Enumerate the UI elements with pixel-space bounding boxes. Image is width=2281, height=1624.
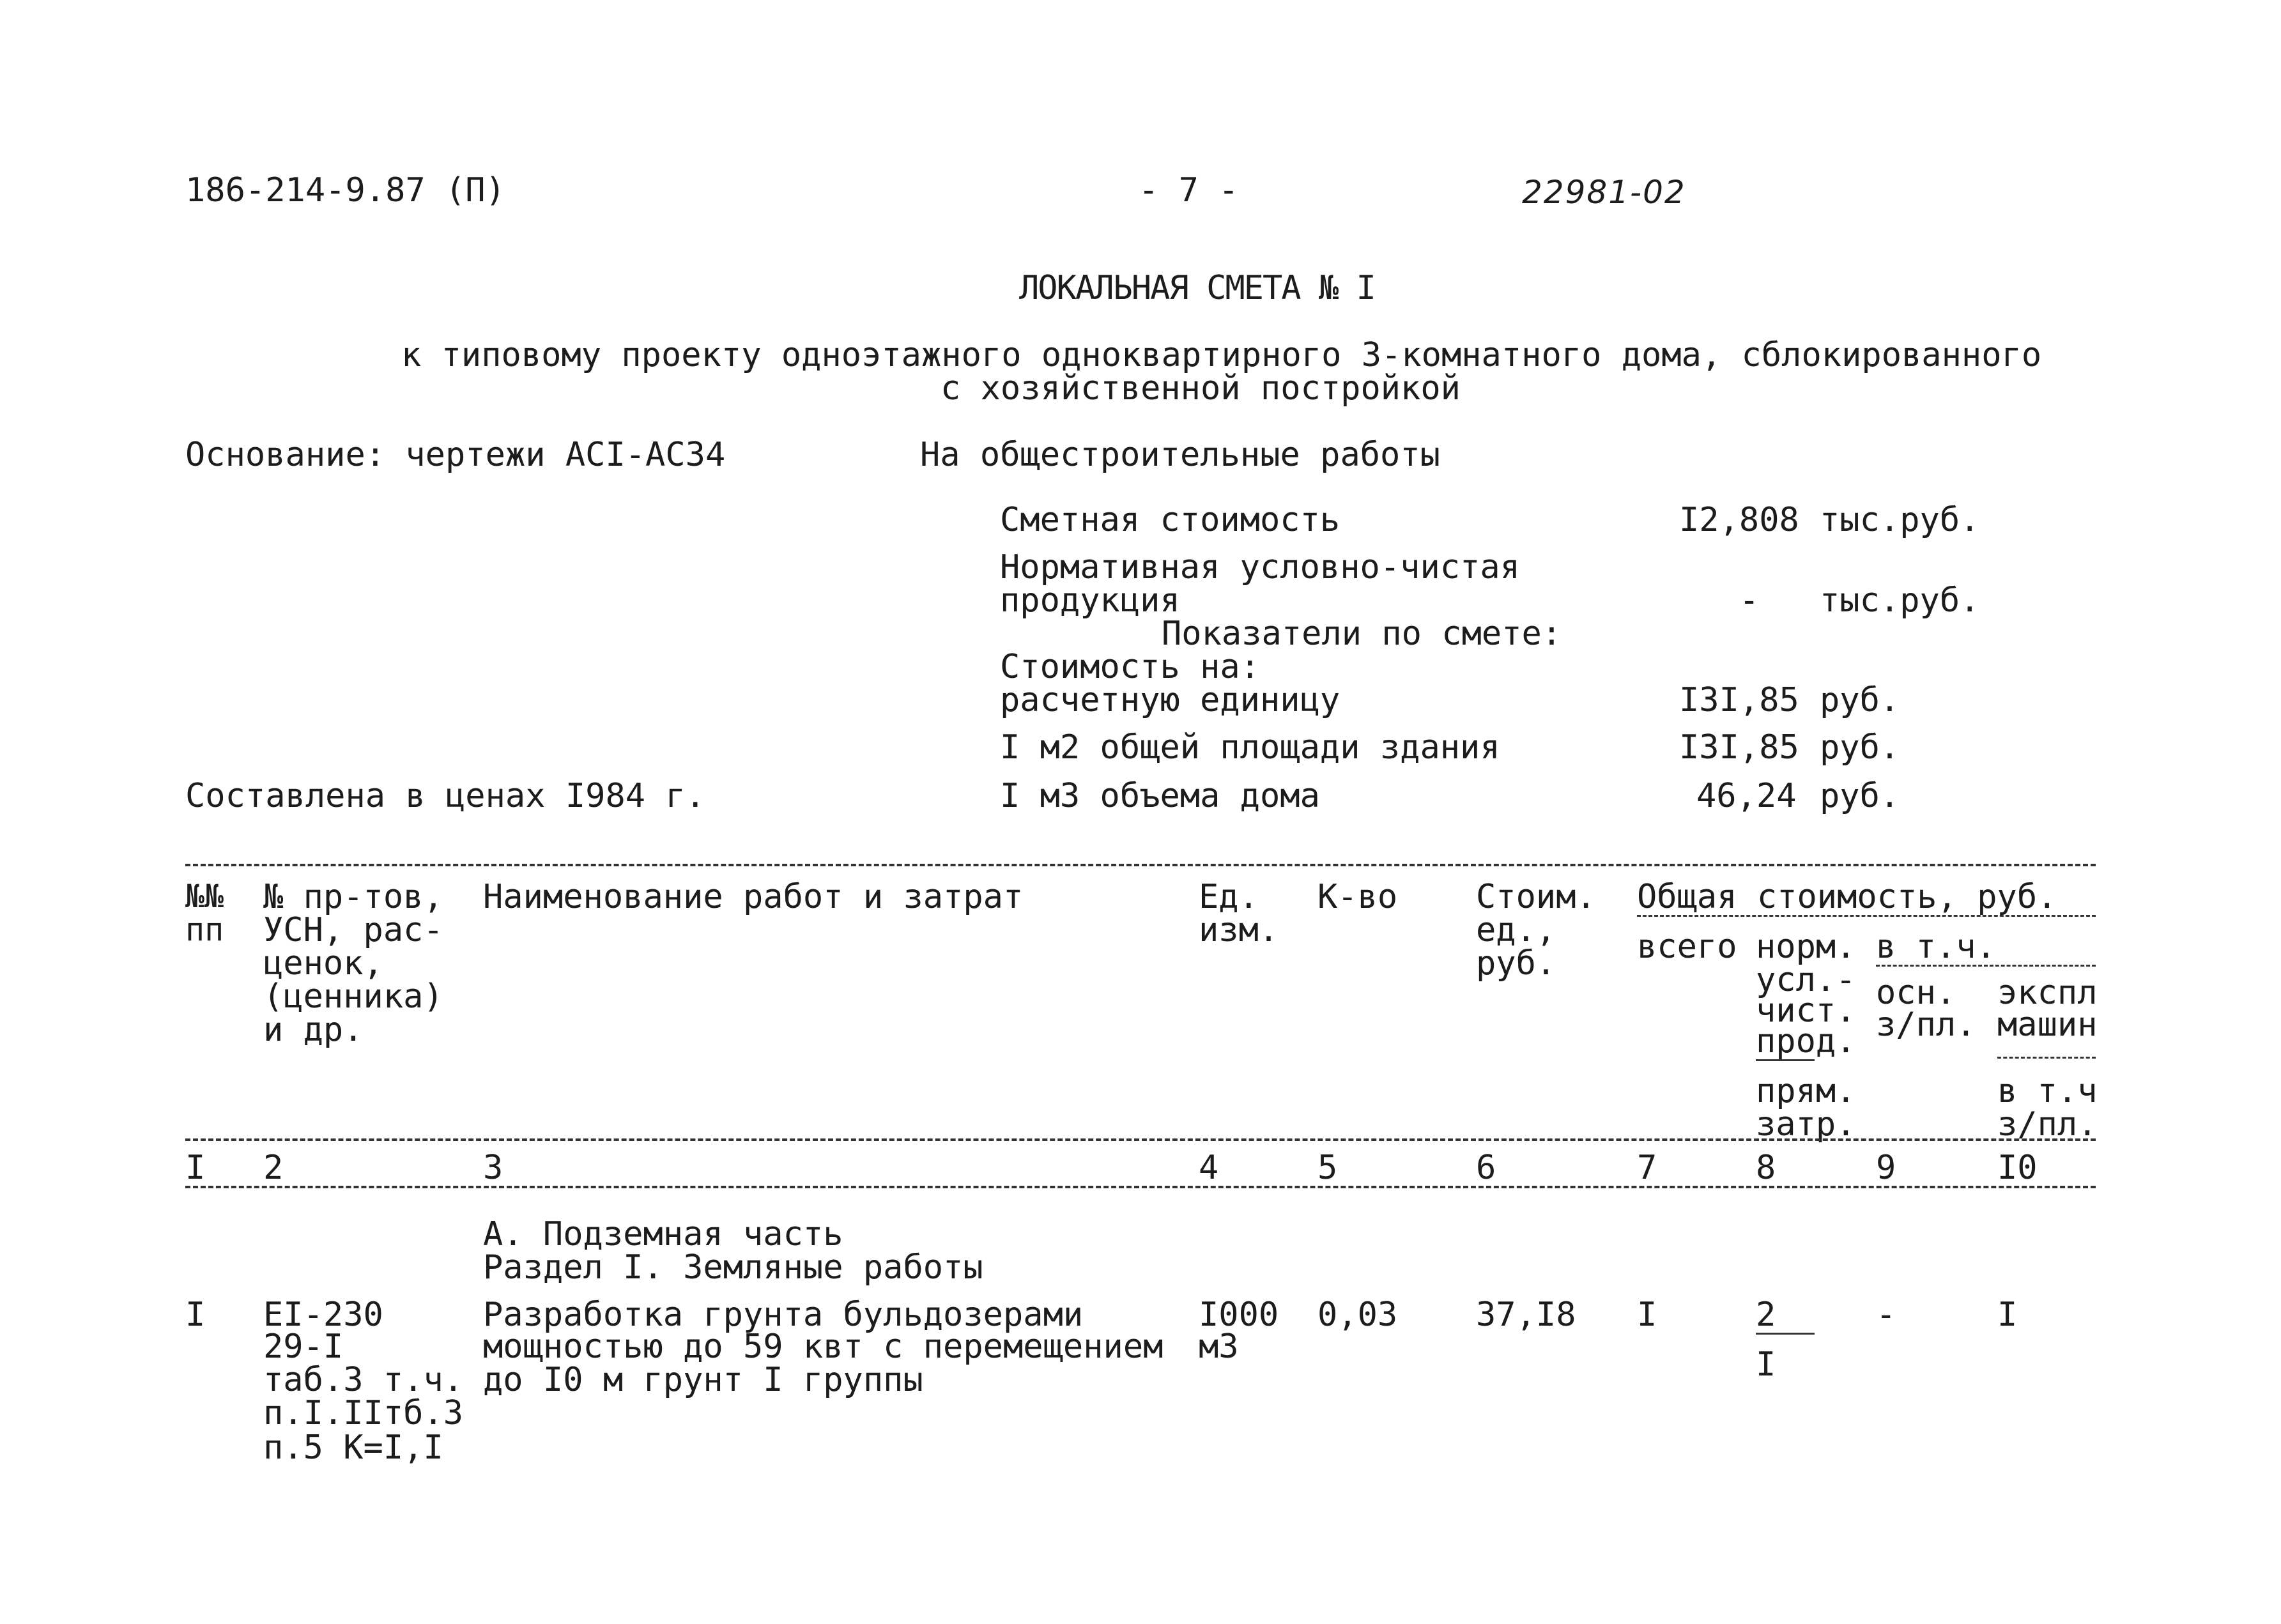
normative-value: - xyxy=(1739,581,1760,620)
row-code-line1: ЕI-230 xyxy=(263,1296,383,1334)
header-col10-divider xyxy=(1997,1057,2096,1059)
per-m3-label: I м3 объема дома xyxy=(1000,777,1320,815)
header-col2-line1: № пр-тов, xyxy=(263,878,443,916)
calc-unit-value: I3I,85 xyxy=(1679,681,1799,719)
prices-year: Составлена в ценах I984 г. xyxy=(185,777,705,815)
estimated-cost-unit: тыс.руб. xyxy=(1820,501,1980,539)
work-type: На общестроительные работы xyxy=(920,436,1440,474)
row-name-line3: до I0 м грунт I группы xyxy=(483,1361,923,1399)
header-col7: всего xyxy=(1637,928,1737,966)
header-col10-line2: машин xyxy=(1997,1006,2098,1044)
row-quantity: 0,03 xyxy=(1317,1296,1398,1334)
row-norm-bottom: I xyxy=(1756,1345,1776,1384)
header-incl-underline xyxy=(1876,965,2096,967)
header-col10b-line1: в т.ч xyxy=(1997,1072,2098,1110)
header-col1-line2: пп xyxy=(185,911,224,948)
header-col9-line1: осн. xyxy=(1876,974,1956,1012)
page-number: - 7 - xyxy=(1139,171,1239,210)
column-number-7: 7 xyxy=(1637,1149,1657,1187)
header-col4-line1: Ед. xyxy=(1199,878,1259,916)
estimate-subtitle-line-2: с хозяйственной постройкой xyxy=(941,369,1461,408)
estimated-cost-label: Сметная стоимость xyxy=(1000,501,1340,539)
handwritten-registration-number: 22981-02 xyxy=(1522,174,1686,211)
section-name-heading: Раздел I. Земляные работы xyxy=(483,1248,983,1287)
document-code: 186-214-9.87 (П) xyxy=(185,171,505,210)
header-col1-line1: №№ xyxy=(185,878,224,915)
header-col3: Наименование работ и затрат xyxy=(483,878,1024,916)
header-total-cost: Общая стоимость, руб. xyxy=(1637,878,2057,916)
row-code-line3: таб.3 т.ч. xyxy=(263,1361,464,1399)
header-incl: в т.ч. xyxy=(1876,928,1996,966)
header-col8-line1: норм. xyxy=(1756,928,1856,966)
column-number-6: 6 xyxy=(1476,1149,1496,1187)
per-m2-label: I м2 общей площади здания xyxy=(1000,728,1500,767)
header-col8-line4: прод. xyxy=(1756,1022,1856,1061)
row-name-line1: Разработка грунта бульдозерами xyxy=(483,1296,1084,1334)
per-m3-unit: руб. xyxy=(1820,777,1900,815)
header-col8b-line2: затр. xyxy=(1756,1105,1856,1144)
header-col4-line2: изм. xyxy=(1199,911,1279,949)
header-col2-line3: ценок, xyxy=(263,944,383,983)
row-machinery: I xyxy=(1997,1296,2018,1334)
header-col6-line3: руб. xyxy=(1476,944,1556,983)
row-unit-line2: м3 xyxy=(1199,1328,1239,1366)
header-col8b-line1: прям. xyxy=(1756,1072,1856,1110)
header-col2-line5: и др. xyxy=(263,1011,364,1049)
cost-per-label: Стоимость на: xyxy=(1000,648,1260,686)
calc-unit-unit: руб. xyxy=(1820,681,1900,719)
row-unit-cost: 37,I8 xyxy=(1476,1296,1576,1334)
section-part-heading: А. Подземная часть xyxy=(483,1215,843,1253)
per-m2-value: I3I,85 xyxy=(1679,728,1799,767)
estimated-cost-value: I2,808 xyxy=(1679,501,1799,539)
header-total-cost-underline xyxy=(1637,915,2096,917)
header-col10b-line2: з/пл. xyxy=(1997,1105,2098,1144)
row-name-line2: мощностью до 59 квт с перемещением xyxy=(483,1328,1164,1366)
header-col2-line4: (ценника) xyxy=(263,977,443,1016)
row-unit-line1: I000 xyxy=(1199,1296,1279,1334)
header-col8-line2: усл.- xyxy=(1756,961,1856,999)
column-number-9: 9 xyxy=(1876,1149,1896,1187)
row-code-line4: п.I.IIтб.3 xyxy=(263,1394,464,1432)
normative-label-2: продукция xyxy=(1000,581,1180,620)
row-code-line2: 29-I xyxy=(263,1328,344,1366)
table-top-rule xyxy=(185,864,2096,866)
column-number-3: 3 xyxy=(483,1149,503,1187)
indicators-label: Показатели по смете: xyxy=(1162,615,1562,653)
column-number-2: 2 xyxy=(263,1149,284,1187)
calc-unit-label: расчетную единицу xyxy=(1000,681,1340,719)
row-number: I xyxy=(185,1296,206,1334)
column-number-10: I0 xyxy=(1997,1149,2038,1187)
header-col6-line1: Стоим. xyxy=(1476,878,1596,916)
basis-drawings: Основание: чертежи АСI-АС34 xyxy=(185,436,726,474)
column-number-8: 8 xyxy=(1756,1149,1776,1187)
column-number-1: I xyxy=(185,1149,206,1187)
estimate-subtitle-line-1: к типовому проекту одноэтажного одноквартирного 3-комнатного дома, сблокированного xyxy=(401,336,2042,374)
row-base-wage: - xyxy=(1876,1296,1896,1334)
header-col8-line3: чист. xyxy=(1756,992,1856,1030)
header-col5: К-во xyxy=(1317,878,1398,916)
header-col10-line1: экспл xyxy=(1997,974,2098,1012)
column-number-5: 5 xyxy=(1317,1149,1338,1187)
header-col2-line2: УСН, рас- xyxy=(263,911,443,949)
header-bottom-rule xyxy=(185,1138,2096,1141)
normative-unit: тыс.руб. xyxy=(1820,581,1980,620)
normative-label-1: Нормативная условно-чистая xyxy=(1000,548,1520,586)
row-code-line5: п.5 К=I,I xyxy=(263,1429,443,1467)
estimate-title: ЛОКАЛЬНАЯ СМЕТА № I xyxy=(1019,269,1375,307)
row-total: I xyxy=(1637,1296,1657,1334)
header-col6-line2: ед., xyxy=(1476,911,1556,949)
row-norm-top: 2 xyxy=(1756,1296,1776,1334)
row-norm-fraction-bar xyxy=(1756,1333,1815,1335)
per-m2-unit: руб. xyxy=(1820,728,1900,767)
header-col8-underline xyxy=(1756,1059,1815,1061)
column-numbers-rule xyxy=(185,1186,2096,1188)
header-col9-line2: з/пл. xyxy=(1876,1006,1976,1044)
per-m3-value: 46,24 xyxy=(1696,777,1797,815)
column-number-4: 4 xyxy=(1199,1149,1219,1187)
